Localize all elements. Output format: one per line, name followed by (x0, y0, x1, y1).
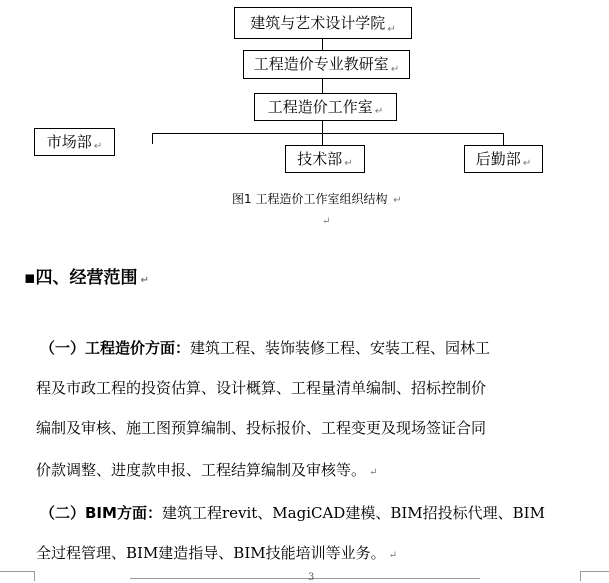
para2-line1 (40, 503, 545, 523)
connector-market (152, 133, 153, 144)
para2-label: （二）BIM方面： (40, 504, 162, 522)
paragraph-mark: ↵ (93, 141, 103, 152)
org-box-teaching-office (243, 50, 410, 79)
paragraph-mark: ↵ (393, 195, 402, 206)
page-corner-mark-right (580, 571, 609, 572)
footer-divider (130, 578, 480, 579)
connector-top (322, 39, 323, 50)
page-corner-mark-right-v (580, 571, 581, 581)
connector-mid (322, 79, 323, 93)
para2-line2 (36, 543, 397, 566)
para2-line1-text: 建筑工程revit、MagiCAD建模、BIM招投标代理、BIM (161, 504, 545, 522)
org-box-logistics-label: 后勤部 (475, 149, 521, 168)
figure-caption (232, 191, 402, 209)
paragraph-mark: ↵ (390, 64, 400, 75)
paragraph-mark: ↵ (374, 106, 384, 117)
org-box-market (34, 128, 115, 156)
para1-line4 (36, 460, 377, 483)
connector-tech (322, 133, 323, 145)
page-corner-mark-left (0, 571, 34, 572)
org-box-logistics (464, 145, 543, 173)
org-box-college-label: 建筑与艺术设计学院 (250, 13, 386, 32)
section-heading (24, 268, 149, 291)
figure-caption-text: 图1 工程造价工作室组织结构 (232, 192, 388, 206)
connector-logistics (503, 133, 504, 145)
paragraph-mark: ↵ (369, 467, 378, 478)
para1-label: （一）工程造价方面： (40, 339, 191, 357)
org-box-teaching-office-label: 工程造价专业教研室 (253, 55, 389, 73)
para2-line2-text: 全过程管理、BIM建造指导、BIM技能培训等业务。 (36, 544, 386, 562)
org-box-college (234, 7, 412, 39)
paragraph-mark: ↵ (387, 24, 396, 35)
page-corner-mark-left-v (34, 571, 35, 581)
para1-line3 (36, 418, 486, 438)
org-box-studio-label: 工程造价工作室 (267, 97, 373, 116)
para1-line3-text: 编制及审核、施工图预算编制、投标报价、工程变更及现场签证合同 (36, 419, 487, 437)
page-number: 3 (308, 572, 315, 583)
paragraph-mark: ↵ (388, 550, 398, 561)
para1-line1-text: 建筑工程、装饰装修工程、安装工程、园林工 (190, 339, 491, 357)
org-box-market-label: 市场部 (46, 132, 92, 151)
connector-low (322, 121, 323, 133)
org-box-studio (254, 93, 397, 121)
connector-horizontal (152, 133, 504, 134)
para1-line1 (40, 338, 490, 358)
paragraph-mark: ↵ (140, 275, 149, 286)
paragraph-mark: ↵ (344, 158, 353, 169)
org-box-tech (285, 145, 365, 173)
section-heading-text: ▪四、经营范围 (24, 268, 138, 288)
para1-line2-text: 程及市政工程的投资估算、设计概算、工程量清单编制、招标控制价 (36, 379, 487, 397)
para1-line2 (36, 378, 486, 398)
org-box-tech-label: 技术部 (297, 149, 343, 168)
paragraph-mark: ↵ (522, 158, 532, 169)
paragraph-mark: ↵ (322, 216, 331, 227)
para1-line4-text: 价款调整、进度款申报、工程结算编制及审核等。 (36, 461, 367, 479)
